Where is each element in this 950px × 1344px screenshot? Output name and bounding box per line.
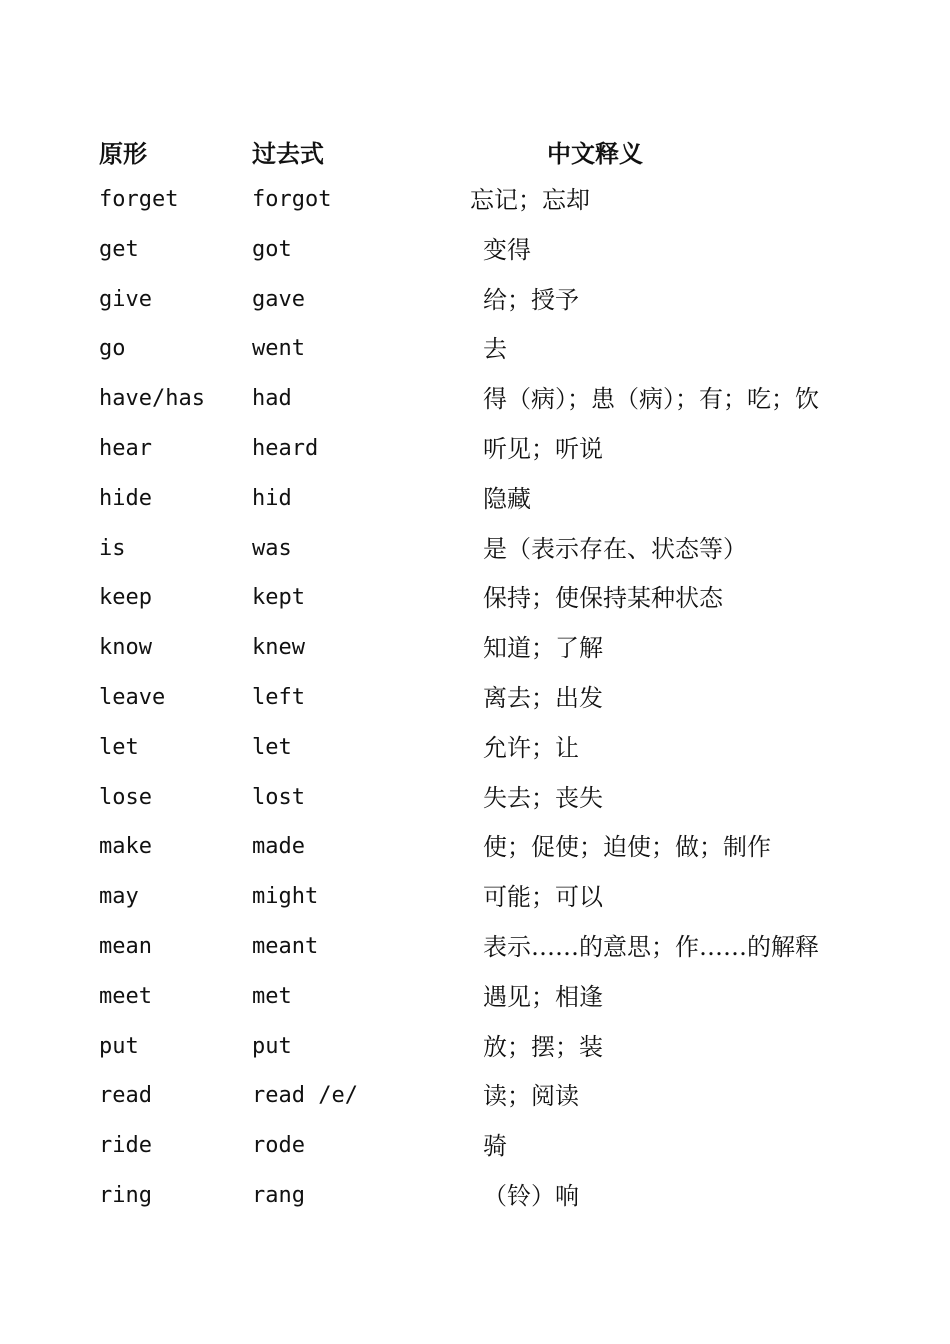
table-row: [0, 180, 950, 230]
cell-past-tense: lost: [252, 784, 305, 810]
table-row: [0, 230, 950, 280]
cell-base-form: lose: [99, 784, 152, 810]
table-row: [0, 827, 950, 877]
cell-meaning: 读；阅读: [483, 1082, 579, 1111]
cell-past-tense: put: [252, 1033, 292, 1059]
cell-meaning: 忘记；忘却: [470, 186, 590, 214]
cell-base-form: ring: [99, 1182, 152, 1208]
cell-past-tense: knew: [252, 635, 305, 661]
cell-past-tense: left: [252, 684, 305, 710]
cell-past-tense: had: [252, 386, 292, 412]
table-row: [0, 778, 950, 828]
table-row: [0, 329, 950, 379]
cell-past-tense: kept: [252, 585, 305, 611]
cell-past-tense: heard: [252, 435, 319, 461]
cell-past-tense: meant: [252, 933, 319, 959]
cell-past-tense: made: [252, 834, 305, 860]
table-row: [0, 628, 950, 678]
table-row: [0, 1076, 950, 1126]
verb-table-body: [0, 180, 950, 1226]
cell-past-tense: forgot: [252, 187, 332, 212]
table-row: [0, 927, 950, 977]
cell-base-form: let: [99, 734, 139, 760]
cell-past-tense: met: [252, 983, 292, 1009]
cell-base-form: may: [99, 884, 139, 910]
cell-past-tense: rang: [252, 1182, 305, 1208]
cell-past-tense: gave: [252, 286, 305, 312]
table-row: [0, 429, 950, 479]
cell-past-tense: went: [252, 336, 305, 362]
table-row: [0, 977, 950, 1027]
cell-base-form: go: [99, 336, 126, 362]
cell-past-tense: read /e/: [252, 1083, 358, 1109]
header-chinese-meaning: 中文释义: [547, 140, 643, 168]
cell-base-form: know: [99, 635, 152, 661]
cell-past-tense: might: [252, 884, 319, 910]
cell-meaning: （铃）响: [483, 1181, 579, 1210]
cell-meaning: 去: [483, 335, 507, 364]
cell-meaning: 遇见；相逢: [483, 982, 603, 1011]
cell-meaning: 骑: [483, 1132, 507, 1161]
cell-meaning: 放；摆；装: [483, 1032, 603, 1061]
cell-base-form: keep: [99, 585, 152, 611]
cell-base-form: mean: [99, 933, 152, 959]
table-row: [0, 1176, 950, 1226]
cell-base-form: give: [99, 286, 152, 312]
cell-meaning: 隐藏: [483, 484, 531, 513]
cell-base-form: make: [99, 834, 152, 860]
header-past-tense: 过去式: [252, 140, 324, 168]
cell-meaning: 保持；使保持某种状态: [483, 584, 723, 613]
cell-meaning: 使；促使；迫使；做；制作: [483, 833, 771, 862]
table-row: [0, 529, 950, 579]
table-row: [0, 678, 950, 728]
table-row: [0, 379, 950, 429]
cell-base-form: forget: [99, 187, 179, 212]
cell-base-form: ride: [99, 1133, 152, 1159]
cell-base-form: get: [99, 236, 139, 262]
cell-meaning: 离去；出发: [483, 683, 603, 712]
cell-meaning: 知道；了解: [483, 634, 603, 663]
table-row: [0, 1126, 950, 1176]
table-row: [0, 877, 950, 927]
cell-past-tense: was: [252, 535, 292, 561]
header-base-form: 原形: [99, 140, 147, 168]
table-row: [0, 728, 950, 778]
cell-base-form: hide: [99, 485, 152, 511]
table-row: [0, 578, 950, 628]
cell-base-form: have/has: [99, 386, 205, 412]
cell-base-form: hear: [99, 435, 152, 461]
cell-past-tense: let: [252, 734, 292, 760]
table-row: [0, 479, 950, 529]
cell-base-form: read: [99, 1083, 152, 1109]
cell-meaning: 变得: [483, 235, 531, 264]
cell-base-form: meet: [99, 983, 152, 1009]
table-row: [0, 280, 950, 330]
cell-base-form: put: [99, 1033, 139, 1059]
cell-base-form: is: [99, 535, 126, 561]
cell-meaning: 听见；听说: [483, 434, 603, 463]
cell-meaning: 得（病）；患（病）；有；吃；饮: [483, 385, 819, 414]
cell-meaning: 是（表示存在、状态等）: [483, 534, 747, 563]
table-row: [0, 1027, 950, 1077]
cell-meaning: 允许；让: [483, 733, 579, 762]
cell-past-tense: rode: [252, 1133, 305, 1159]
cell-past-tense: hid: [252, 485, 292, 511]
cell-meaning: 失去；丧失: [483, 783, 603, 812]
cell-meaning: 给；授予: [483, 285, 579, 314]
cell-past-tense: got: [252, 236, 292, 262]
cell-meaning: 表示……的意思；作……的解释: [483, 932, 819, 961]
table-header: [0, 130, 950, 170]
cell-meaning: 可能；可以: [483, 883, 603, 912]
cell-base-form: leave: [99, 684, 166, 710]
